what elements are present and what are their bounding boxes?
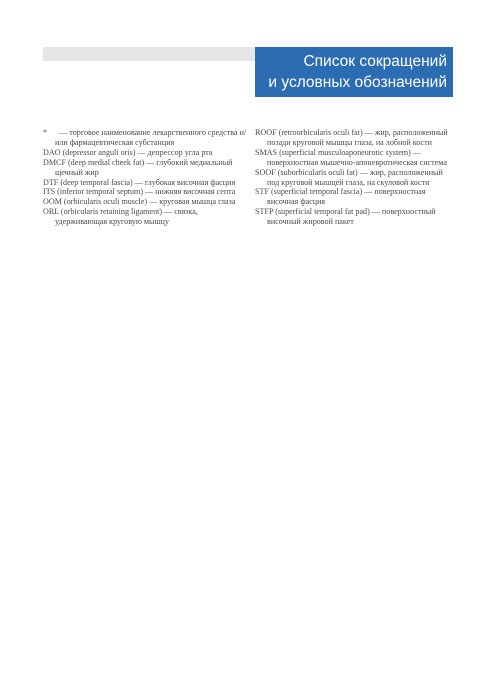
abbreviation-entry	[255, 187, 454, 207]
abbreviation-definition: (suborbicularis oculi fat) — жир, расположенный под круговой мышцей глаза, на скуловой кости	[267, 167, 443, 187]
abbreviation-definition: (deep temporal fascia) — глубокая височная фасция	[60, 177, 236, 187]
abbreviation-entry	[43, 128, 247, 148]
abbreviation-term: SOOF	[255, 167, 276, 177]
abbreviation-term: *	[43, 128, 48, 137]
abbreviation-entry	[255, 168, 454, 188]
left-column	[43, 128, 247, 227]
abbreviation-term: DTF	[43, 177, 59, 187]
title-line-1: Список сокращений	[303, 53, 447, 70]
title-line-2: и условных обозначений	[268, 74, 447, 91]
abbreviation-term: ORL	[43, 207, 59, 217]
header-bar	[43, 47, 258, 61]
abbreviation-entry	[43, 197, 247, 207]
section-title	[255, 47, 453, 97]
abbreviation-entry	[43, 148, 247, 158]
abbreviation-entry	[255, 148, 454, 168]
abbreviation-entry	[255, 207, 454, 227]
abbreviation-definition: (superficial musculoaponeurotic system) — поверхностная мышечно-апоневротическая система	[267, 147, 447, 167]
abbreviation-definition: (depressor anguli oris) — депрессор угла рта	[62, 147, 213, 157]
abbreviation-entry	[43, 178, 247, 188]
abbreviation-term: STFP	[255, 207, 274, 217]
abbreviation-definition: (retroorbicularis oculi fat) — жир, расположенный позади круговой мышцы глаза, на лобной кости	[267, 128, 448, 147]
abbreviation-entry	[43, 207, 247, 227]
abbreviation-term: DAO	[43, 147, 61, 157]
right-column	[255, 128, 454, 227]
abbreviation-definition: (orbicularis retaining ligament) — связка, удерживающая круговую мышцу	[55, 207, 198, 227]
abbreviation-entry	[43, 187, 247, 197]
abbreviation-definition: (inferior temporal septum) — нижняя височная септа	[57, 187, 236, 197]
abbreviation-term: STF	[255, 187, 269, 197]
abbreviation-term: ITS	[43, 187, 56, 197]
abbreviation-definition: (deep medial cheek fat) — глубокий медиальный щечный жир	[55, 157, 233, 177]
abbreviation-term: SMAS	[255, 147, 278, 157]
abbreviation-definition: (superficial temporal fascia) — поверхностная височная фасция	[267, 187, 426, 207]
abbreviation-term: DMCF	[43, 157, 66, 167]
abbreviation-definition: — торговое наименование лекарственного средства и/или фармацевтическая субстанция	[55, 128, 247, 147]
abbreviation-entry	[255, 128, 454, 148]
abbreviation-term: OOM	[43, 197, 62, 207]
abbreviation-entry	[43, 158, 247, 178]
abbreviation-definition: (superficial temporal fat pad) — поверхностный височный жировой пакет	[267, 207, 436, 227]
abbreviation-definition: (orbicularis oculi muscle) — круговая мышца глаза	[63, 197, 236, 207]
abbreviation-term: ROOF	[255, 128, 277, 137]
